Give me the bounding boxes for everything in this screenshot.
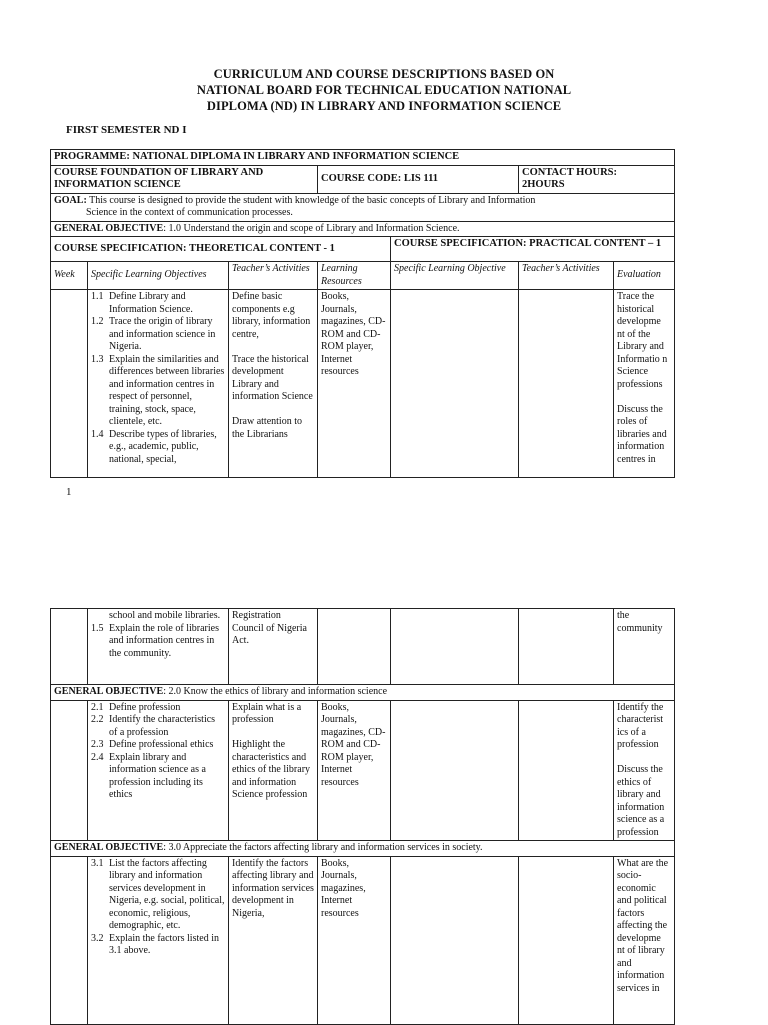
- objective-1-4-cont: school and mobile libraries.: [109, 610, 221, 621]
- title-line-3: DIPLOMA (ND) IN LIBRARY AND INFORMATION SCIENCE: [206, 99, 562, 113]
- col-week: Week: [51, 262, 88, 290]
- document-title: [0, 66, 768, 114]
- general-objective-row-3: GENERAL OBJECTIVE: 3.0 Appreciate the factors affecting library and information services in society.: [51, 841, 675, 857]
- general-objective-text: : 1.0 Understand the origin and scope of Library and Information Science.: [163, 222, 460, 234]
- resources-cell: Books, Journals, magazines, CD-ROM and CD-ROM player, Internet resources: [318, 290, 391, 478]
- spec-practical: COURSE SPECIFICATION: PRACTICAL CONTENT – 1: [391, 237, 675, 262]
- objectives-cont-cell: [88, 609, 229, 685]
- col-objectives: Specific Learning Objectives: [88, 262, 229, 290]
- general-objective-label: GENERAL OBJECTIVE: [54, 222, 164, 234]
- evaluation-cell: Trace the historical developme nt of the Library and Informatio n Science professions Discuss the roles of libraries and information centres in: [614, 290, 675, 478]
- week-cell: [51, 290, 88, 478]
- course-table-page1: [50, 149, 675, 478]
- objective-2-2: 2.2 Identify the characteristics of a profession: [91, 714, 216, 738]
- col-activities2: Teacher’s Activities: [519, 262, 614, 290]
- goal-text-2: Science in the context of communication processes.: [86, 207, 293, 218]
- goal-row: [51, 193, 675, 221]
- objective-2-4: 2.4 Explain library and information science as a profession including its ethics: [91, 751, 206, 800]
- practical-objective-cell: [391, 290, 519, 478]
- week-cell: [51, 609, 88, 685]
- activities-cont-cell: Registration Council of Nigeria Act.: [229, 609, 318, 685]
- objective-2-1: 2.1 Define profession: [91, 701, 181, 713]
- title-line-2: NATIONAL BOARD FOR TECHNICAL EDUCATION NATIONAL: [196, 83, 572, 97]
- objective-1-4: 1.4 Describe types of libraries, e.g., academic, public, national, special,: [91, 428, 217, 465]
- objectives-cell: [88, 290, 229, 478]
- spec-theoretical: COURSE SPECIFICATION: THEORETICAL CONTENT - 1: [51, 237, 391, 262]
- evaluation3-cell: What are the socio-economic and political factors affecting the developme nt of library and information services in: [614, 856, 675, 1024]
- title-line-1: CURRICULUM AND COURSE DESCRIPTIONS BASED ON: [213, 67, 555, 81]
- activities3-cell: Identify the factors affecting library and information services development in Nigeria,: [229, 856, 318, 1024]
- semester-heading: FIRST SEMESTER ND I: [66, 124, 187, 136]
- objectives3-cell: [88, 856, 229, 1024]
- course-title-cell: COURSE FOUNDATION OF LIBRARY AND INFORMATION SCIENCE: [51, 165, 318, 193]
- col-evaluation: Evaluation: [614, 262, 675, 290]
- objective-1-2: 1.2 Trace the origin of library and information science in Nigeria.: [91, 316, 216, 352]
- contact-hours-label: CONTACT HOURS:: [522, 166, 617, 178]
- objective-3-1: 3.1 List the factors affecting library and information services development in Nigeria, e.g. social, political, economic, religious, demographic, etc.: [91, 857, 225, 931]
- page-number: 1: [66, 486, 72, 498]
- resources3-cell: Books, Journals, magazines, Internet resources: [318, 856, 391, 1024]
- general-objective-row-1: [51, 221, 675, 237]
- col-objective2: Specific Learning Objective: [391, 262, 519, 290]
- general-objective-row-2: GENERAL OBJECTIVE: 2.0 Know the ethics of library and information science: [51, 685, 675, 701]
- evaluation2-cell: Identify the characterist ics of a profession Discuss the ethics of library and information science as a profession: [614, 700, 675, 841]
- objective-2-3: 2.3 Define professional ethics: [91, 739, 214, 750]
- evaluation-cont-cell: the community: [614, 609, 675, 685]
- objective-1-5: 1.5 Explain the role of libraries and information centres in the community.: [91, 622, 219, 659]
- activities-cell: Define basic components e.g library, information centre, Trace the historical development Library and information Science Draw attention to the Librarians: [229, 290, 318, 478]
- contact-hours-value: 2HOURS: [522, 179, 565, 190]
- col-resources: Learning Resources: [318, 262, 391, 290]
- course-table-page2: [50, 608, 675, 1025]
- activities2-cell: Explain what is a profession Highlight the characteristics and ethics of the library and information Science profession: [229, 700, 318, 841]
- objectives2-cell: [88, 700, 229, 841]
- resources2-cell: Books, Journals, magazines, CD-ROM and CD-ROM player, Internet resources: [318, 700, 391, 841]
- contact-hours-cell: [519, 165, 675, 193]
- programme-row: PROGRAMME: NATIONAL DIPLOMA IN LIBRARY AND INFORMATION SCIENCE: [51, 150, 675, 166]
- objective-3-2: 3.2 Explain the factors listed in 3.1 above.: [91, 932, 219, 956]
- course-code-cell: COURSE CODE: LIS 111: [318, 165, 519, 193]
- practical-activities-cell: [519, 290, 614, 478]
- goal-text-1: This course is designed to provide the student with knowledge of the basic concepts of Library and Information: [86, 194, 536, 206]
- objective-1-1: 1.1 Define Library and Information Science.: [91, 291, 193, 315]
- goal-label: GOAL:: [54, 194, 87, 206]
- col-activities: Teacher’s Activities: [229, 262, 318, 290]
- objective-1-3: 1.3 Explain the similarities and differences between libraries and information centres in respect of personnel, training, stock, space, clientele, etc.: [91, 353, 225, 427]
